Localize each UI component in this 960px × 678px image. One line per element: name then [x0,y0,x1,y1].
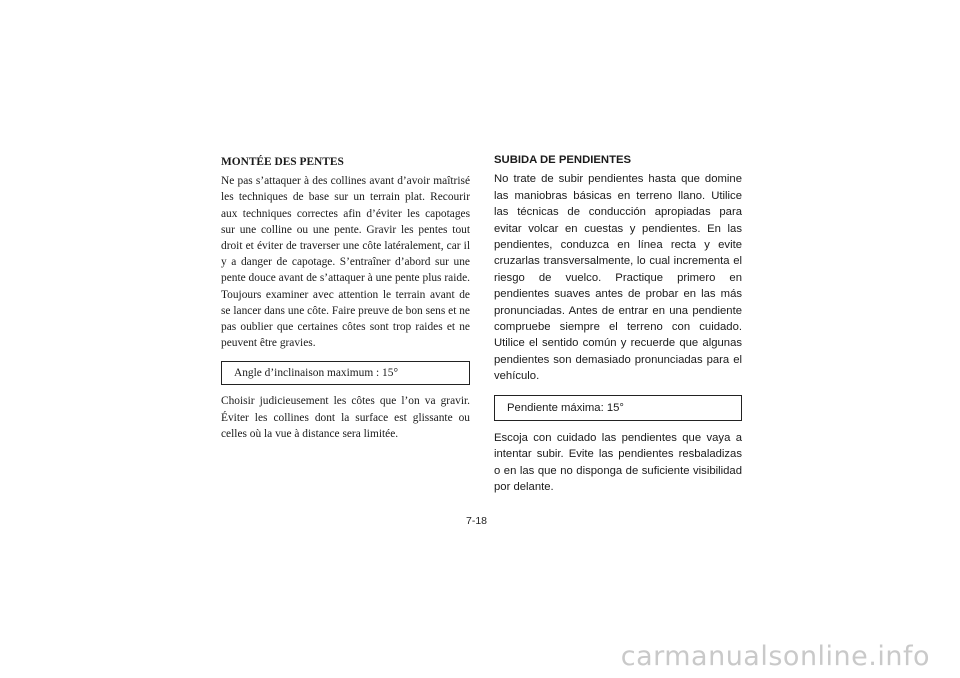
french-column [221,154,470,442]
spanish-heading: SUBIDA DE PENDIENTES [494,154,632,166]
french-paragraph-1: Ne pas s’attaquer à des collines avant d’avoir maîtrisé les techniques de base sur un terrain plat. Recourir aux techniques correctes afin d’éviter les capotages sur une colline ou une pente. Gravir les pentes tout droit et éviter de traverser une côte latéralement, car il y a danger de capotage. S’entraîner d’abord sur une pente douce avant de s’attaquer à une pente plus raide. Toujours examiner avec attention le terrain avant de se lancer dans une côte. Faire preuve de bon sens et ne pas oublier que certaines côtes sont trop raides et ne peuvent être gravies. [221,175,470,350]
spanish-paragraph-2: Escoja con cuidado las pendientes que vaya a intentar subir. Evite las pendientes resbaladizas o en las que no disponga de suficiente visibilidad por delante. [494,431,742,493]
spanish-max-angle-box: Pendiente máxima: 15° [494,395,742,421]
spanish-column [494,152,742,495]
watermark: carmanualsonline.info [620,641,930,672]
french-paragraph-2: Choisir judicieusement les côtes que l’on va gravir. Éviter les collines dont la surface est glissante ou celles où la vue à distance sera limitée. [221,395,470,440]
page-number: 7-18 [466,515,488,527]
spanish-paragraph-1: No trate de subir pendientes hasta que domine las maniobras básicas en terreno llano. Utilice las técnicas de conducción apropiadas para evitar volcar en cuestas y pendientes. En las pendientes, conduzca en línea recta y evite cruzarlas transversalmente, lo cual incrementa el riesgo de vuelco. Practique primero en pendientes suaves antes de probar en las más pronunciadas. Antes de entrar en una pendiente compruebe siempre el terreno con cuidado. Utilice el sentido común y recuerde que algunas pendientes son demasiado pronunciadas para el vehículo. [494,173,742,383]
french-max-angle-box: Angle d’inclinaison maximum : 15° [221,361,470,385]
french-heading: MONTÉE DES PENTES [221,156,344,168]
